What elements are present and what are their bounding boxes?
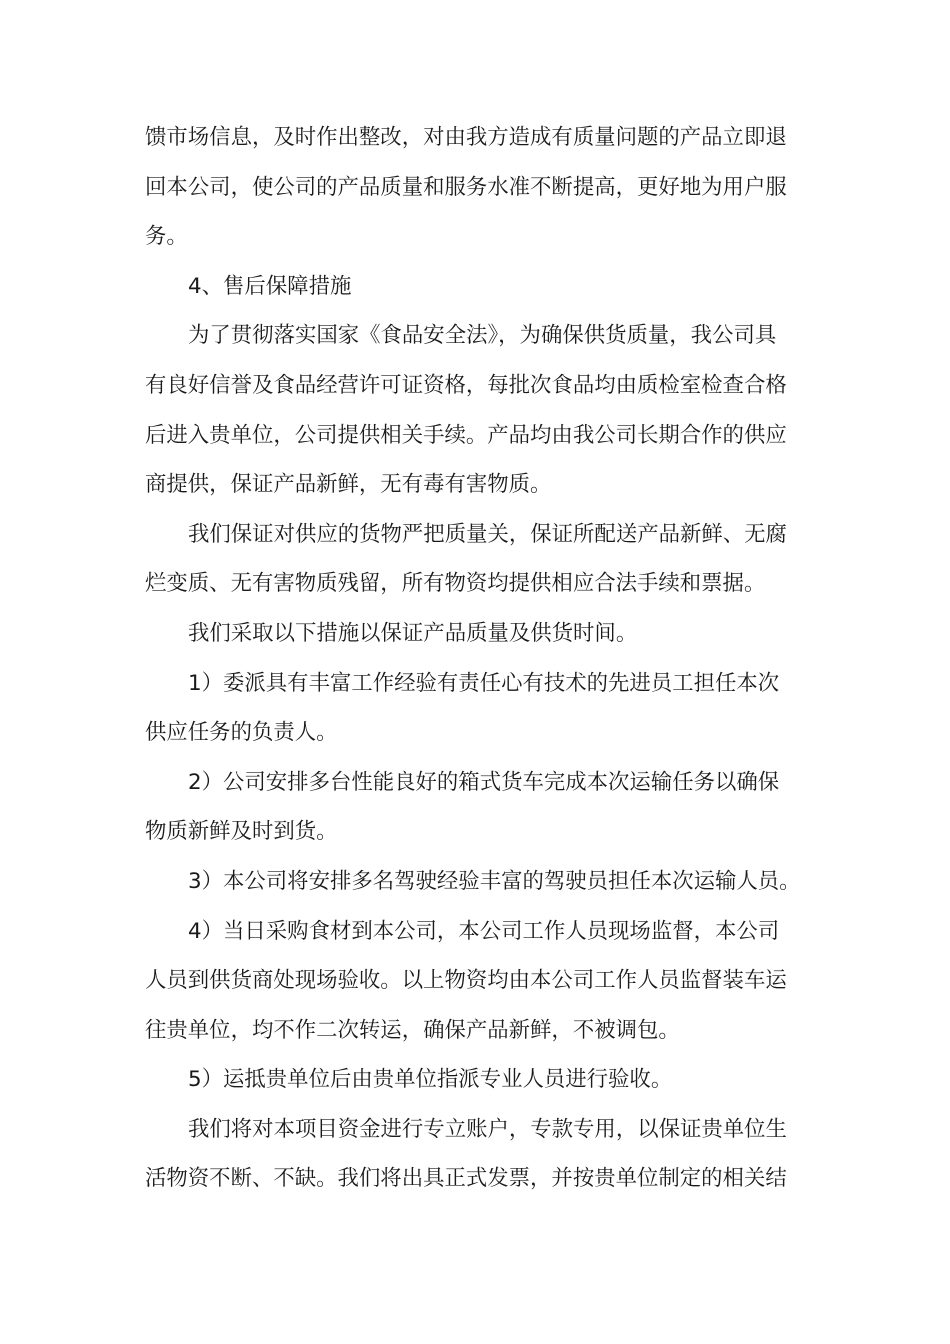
text-line: 活物资不断、不缺。我们将出具正式发票，并按贵单位制定的相关结 (145, 1166, 787, 1192)
text-line: 烂变质、无有害物质残留，所有物资均提供相应合法手续和票据。 (145, 571, 766, 597)
text-line: 我们将对本项目资金进行专立账户，专款专用，以保证贵单位生 (188, 1116, 787, 1142)
text-line: 回本公司，使公司的产品质量和服务水准不断提高，更好地为用户服 (145, 174, 787, 200)
paragraph (145, 311, 807, 509)
text-line: 3）本公司将安排多名驾驶经验丰富的驾驶员担任本次运输人员。 (188, 868, 801, 894)
paragraph (145, 907, 807, 1056)
paragraph (145, 758, 807, 857)
text-line: 4）当日采购食材到本公司，本公司工作人员现场监督，本公司 (188, 918, 780, 944)
paragraph (145, 1105, 807, 1204)
text-line: 务。 (145, 224, 188, 250)
text-line: 物质新鲜及时到货。 (145, 819, 338, 845)
text-line: 2）公司安排多台性能良好的箱式货车完成本次运输任务以确保 (188, 769, 780, 795)
text-line: 4、售后保障措施 (188, 273, 352, 299)
paragraph (145, 857, 807, 907)
text-line: 供应任务的负责人。 (145, 720, 338, 746)
text-line: 后进入贵单位，公司提供相关手续。产品均由我公司长期合作的供应 (145, 422, 787, 448)
text-line: 5）运抵贵单位后由贵单位指派专业人员进行验收。 (188, 1067, 673, 1093)
text-line: 为了贯彻落实国家《食品安全法》，为确保供货质量，我公司具 (188, 323, 777, 349)
text-line: 1）委派具有丰富工作经验有责任心有技术的先进员工担任本次 (188, 670, 780, 696)
document-body (145, 113, 807, 1204)
text-line: 我们保证对供应的货物严把质量关，保证所配送产品新鲜、无腐 (188, 521, 787, 547)
paragraph (145, 609, 807, 659)
paragraph (145, 262, 807, 312)
paragraph (145, 1055, 807, 1105)
text-line: 往贵单位，均不作二次转运，确保产品新鲜，不被调包。 (145, 1017, 680, 1043)
paragraph (145, 510, 807, 609)
text-line: 有良好信誉及食品经营许可证资格，每批次食品均由质检室检查合格 (145, 372, 787, 398)
text-line: 馈市场信息，及时作出整改，对由我方造成有质量问题的产品立即退 (145, 125, 787, 150)
paragraph (145, 659, 807, 758)
text-line: 商提供，保证产品新鲜，无有毒有害物质。 (145, 472, 552, 498)
text-line: 人员到供货商处现场验收。以上物资均由本公司工作人员监督装车运 (145, 968, 787, 994)
text-line: 我们采取以下措施以保证产品质量及供货时间。 (188, 620, 638, 646)
paragraph (145, 113, 807, 262)
